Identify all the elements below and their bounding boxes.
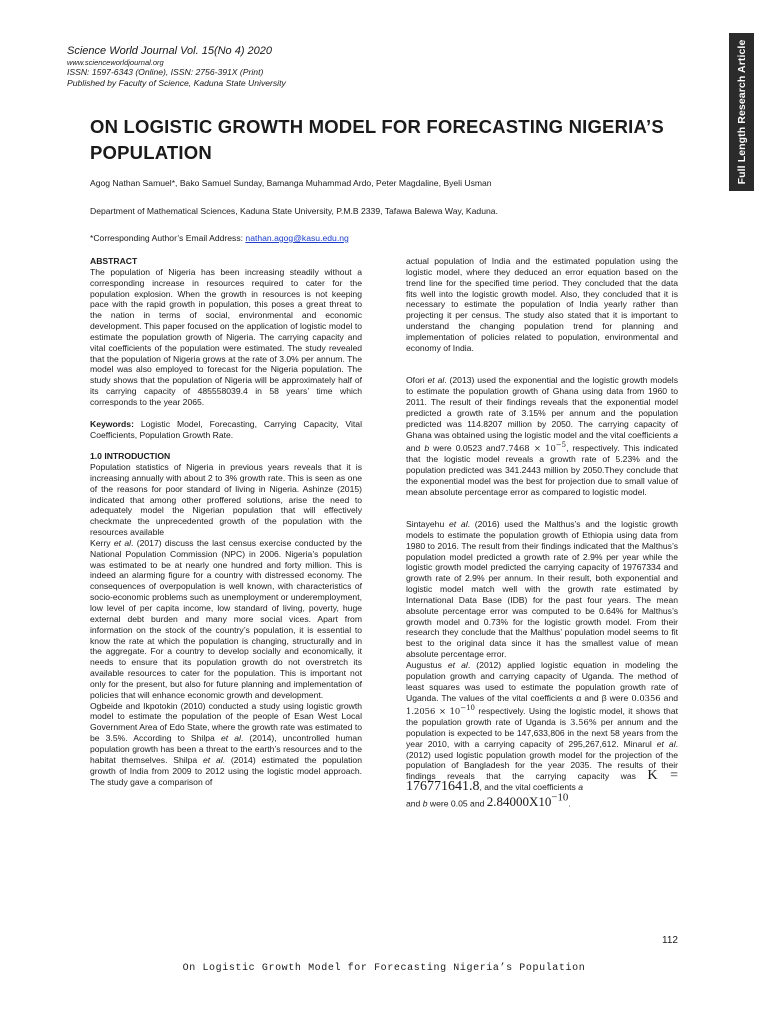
body-text: , and the vital coefficients — [479, 782, 579, 793]
page-number: 112 — [662, 935, 678, 946]
abstract-text: The population of Nigeria has been increasing steadily without a corresponding increase in resources required to cater for the population explosion. When the growth in resources is not keeping pace with the rapid growth in population, this poses a great threat to the nation in terms of social, environmental and economic development. This paper focused on the application of logistic model to estimate the population growth of Nigeria. The carrying capacity and vital coefficients of the population were estimated. The study revealed that the population of Nigeria grows at the rate of 3.0% per annum. The model was also employed to forecast for the Nigeria population. The study shows that the population of Nigeria will be approximately half of its carrying capacity of 485558039.4 in 58 years’ time which corresponds to the year 2065. — [90, 266, 362, 407]
intro-text: Ogbeide and Ikpotokin (2010) conducted a study using logistic growth model to estimate the population of the people of Esan West Local Government Area of Edo State, where the growth rate was estimated to be 3.5%. According to Shilpa — [90, 700, 362, 744]
right-paragraph-1: actual population of India and the estimated population using the logistic model, where they deduced an error equation based on the trend line for the specified time period. They concluded that the data fits well into the logistic growth model. Also, they concluded that it is necessary to estimate the population of India yearly rather than projecting it per census. The study also stated that it is important to understand the changing population trend for planning and implementation of policies related to population, environmental and economy of India. — [406, 256, 678, 353]
email-link[interactable]: nathan.agog@kasu.edu.ng — [245, 233, 349, 243]
math-base: 7.7468 × 10 — [500, 443, 556, 454]
math-expression — [406, 706, 475, 716]
keywords-text: Logistic Model, Forecasting, Carrying Capacity, Vital Coefficients, Population Growth Rate. — [90, 418, 362, 440]
right-paragraph-4 — [406, 660, 678, 809]
keywords-label: Keywords: — [90, 418, 134, 429]
et-al: et al — [656, 738, 676, 749]
math-expression: 3.56% — [570, 717, 597, 728]
math-base: 1.2056 × 10 — [406, 706, 461, 717]
abstract-heading: ABSTRACT — [90, 256, 138, 266]
intro-paragraph-1: Population statistics of Nigeria in previous years reveals that it is increasing annually with about 2 to 3% growth rate. This is seen as one of the reasons for poor standard of living in Nigeria. Ashinze (2015) indicated that among other proffered solutions, arise the need to adequately model the Nigerian population that will effectively checkmate the unprecedented growth of the population with the resources available — [90, 462, 362, 538]
coefficient-b: b — [424, 443, 430, 454]
carrying-capacity-equation: K = 176771641.8 — [406, 768, 678, 795]
corresponding-author — [90, 233, 690, 243]
body-text: . (2016) used the Malthus’s and the logistic growth models to estimate the population growth of Ethiopia using data from 1980 to 2016. The result from their findings indicated that the Malthus’s population model predicted a growth rate of 2.9% per year while the logistic growth model predicted the carrying capacity of 19767334 and growth rate of 2.9% per annum. In their result, both exponential and logistic model match well with the growth rate estimated by International Data Base (IDB) for the past four years. The mean absolute percentage error was computed to be 0.64% for Malthus’s growth model and 0.73% for the logistic growth model. From their research they conclude that the Malthus’ population model seems to fit best to the original data since it has the smallest value of mean absolute percentage error. — [406, 519, 678, 660]
coefficient-b: b — [422, 798, 428, 809]
article-type-tab — [729, 33, 754, 191]
keywords-paragraph — [90, 419, 362, 441]
body-text: and — [660, 692, 678, 703]
math-expression — [500, 443, 566, 453]
body-text: Augustus — [406, 660, 448, 671]
body-text: . (2012) applied logistic equation in modeling the population growth and carrying capacity of Uganda. The method of least squares was used to estimate the population growth rate of Uganda. The values of the vital coefficients α and β were — [406, 660, 679, 703]
body-text: per annum and the population is expected to be 147,633,806 in the next 58 years from the year 2010, with a carrying capacity of 295,267,612. Minarul — [406, 717, 678, 749]
intro-text: Kerry — [90, 537, 114, 548]
journal-publisher: Published by Faculty of Science, Kaduna State University — [67, 78, 286, 88]
right-paragraph-3 — [406, 519, 678, 660]
math-expression: 0.0356 — [631, 692, 661, 703]
left-column — [90, 256, 362, 787]
body-text: Sintayehu — [406, 519, 449, 530]
math-base: 2.84000X10 — [486, 794, 552, 810]
math-exponent: −10 — [460, 704, 475, 713]
body-text: . — [568, 798, 571, 809]
author-list: Agog Nathan Samuel*, Bako Samuel Sunday, Bamanga Muhammad Ardo, Peter Magdaline, Byeli Usman — [90, 178, 492, 188]
author-affiliation: Department of Mathematical Sciences, Kaduna State University, P.M.B 2339, Tafawa Balewa Way, Kaduna. — [90, 206, 498, 216]
math-exponent: −5 — [555, 441, 567, 450]
article-title: ON LOGISTIC GROWTH MODEL FOR FORECASTING NIGERIA’S POPULATION — [90, 116, 664, 163]
body-text: respectively. Using the logistic model, it shows that the population growth rate of Uganda is — [406, 706, 678, 728]
coefficient-a: a — [673, 429, 678, 440]
body-text: were 0.0523 and — [429, 443, 501, 454]
et-al: et al — [427, 375, 445, 386]
et-al: et al — [202, 754, 223, 765]
body-text: were 0.05 and — [429, 798, 487, 809]
et-al: et al — [220, 733, 241, 744]
coefficient-a: a — [578, 782, 584, 793]
math-expression — [486, 791, 569, 810]
body-text: . (2013) used the exponential and the logistic growth models to estimate the population growth of Ghana using data from 1960 to 2011. The result of their findings reveals that the exponential model predicted a growth rate of 3.15% per annum and the population predicted was 114.8207 million by 2050. The carrying capacity of Ghana was obtained using the logistic model and the vital coefficients — [406, 375, 679, 440]
intro-paragraph-2 — [90, 538, 362, 701]
article-type-label: Full Length Research Article — [735, 39, 748, 185]
body-text: and — [406, 798, 423, 809]
intro-paragraph-3 — [90, 701, 362, 788]
intro-text: . (2014), uncontrolled human population growth has been a threat to the earth’s resources and to the habitat themselves. Shilpa — [90, 733, 362, 765]
introduction-heading: 1.0 INTRODUCTION — [90, 451, 171, 462]
journal-website[interactable]: www.scienceworldjournal.org — [67, 58, 164, 67]
et-al: et al — [448, 519, 468, 530]
running-footer: On Logistic Growth Model for Forecasting Nigeria’s Population — [182, 963, 586, 974]
right-paragraph-2 — [406, 375, 678, 497]
journal-issn: ISSN: 1597-6343 (Online), ISSN: 2756-391X (Print) — [67, 67, 264, 77]
body-text: , respectively. This indicated that the logistic model reveals a growth rate of 5.23% and the population predicted was 341.2443 million by 2050.They conclude that the exponential model was the best for projection due to small value of mean absolute percentage error as compared to logistic model. — [406, 443, 678, 497]
journal-header — [67, 45, 587, 89]
right-column — [406, 256, 678, 809]
et-al: et al — [113, 537, 132, 548]
email-label: *Corresponding Author’s Email Address: — [90, 233, 246, 243]
intro-text: . (2017) discuss the last census exercise conducted by the National Population Commission (NPC) in 2006. Nigeria’s population was estimated to be at nearly one hundred and forty million. This is indeed an alarming figure for a country with distressed economy. The consequences of overpopulation is well known, with characteristics of socio-economic problems such as unemployment or underemployment, low level of per capita income, low standard of living, poverty, huge external debt burden and many more social vices. Apart from information on the stock of the country’s population, it is essential to know the rate at which the population is changing, structurally and in the aggregate. For a country to develop socially and economically, it needs to ensure that its population growth do not overstretch its available resources to cater for the population. This is important not only for the present, but also for future planning and implementation of policies that will enhance economic growth and development. — [90, 537, 363, 700]
et-al: et al — [447, 660, 468, 671]
math-exponent: −10 — [551, 791, 569, 804]
body-text: Ofori — [406, 375, 428, 386]
body-text: and — [406, 443, 425, 454]
intro-text: . (2014) estimated the population growth of India from 2009 to 2012 using the logistic model approach. The study gave a comparison of — [90, 754, 362, 787]
body-text: . (2012) used logistic population growth model for the projection of the population of Bangladesh for the year 2035. The results of their findings reveals that the carrying capacity was — [406, 738, 678, 782]
journal-title: Science World Journal Vol. 15(No 4) 2020 — [67, 45, 273, 57]
